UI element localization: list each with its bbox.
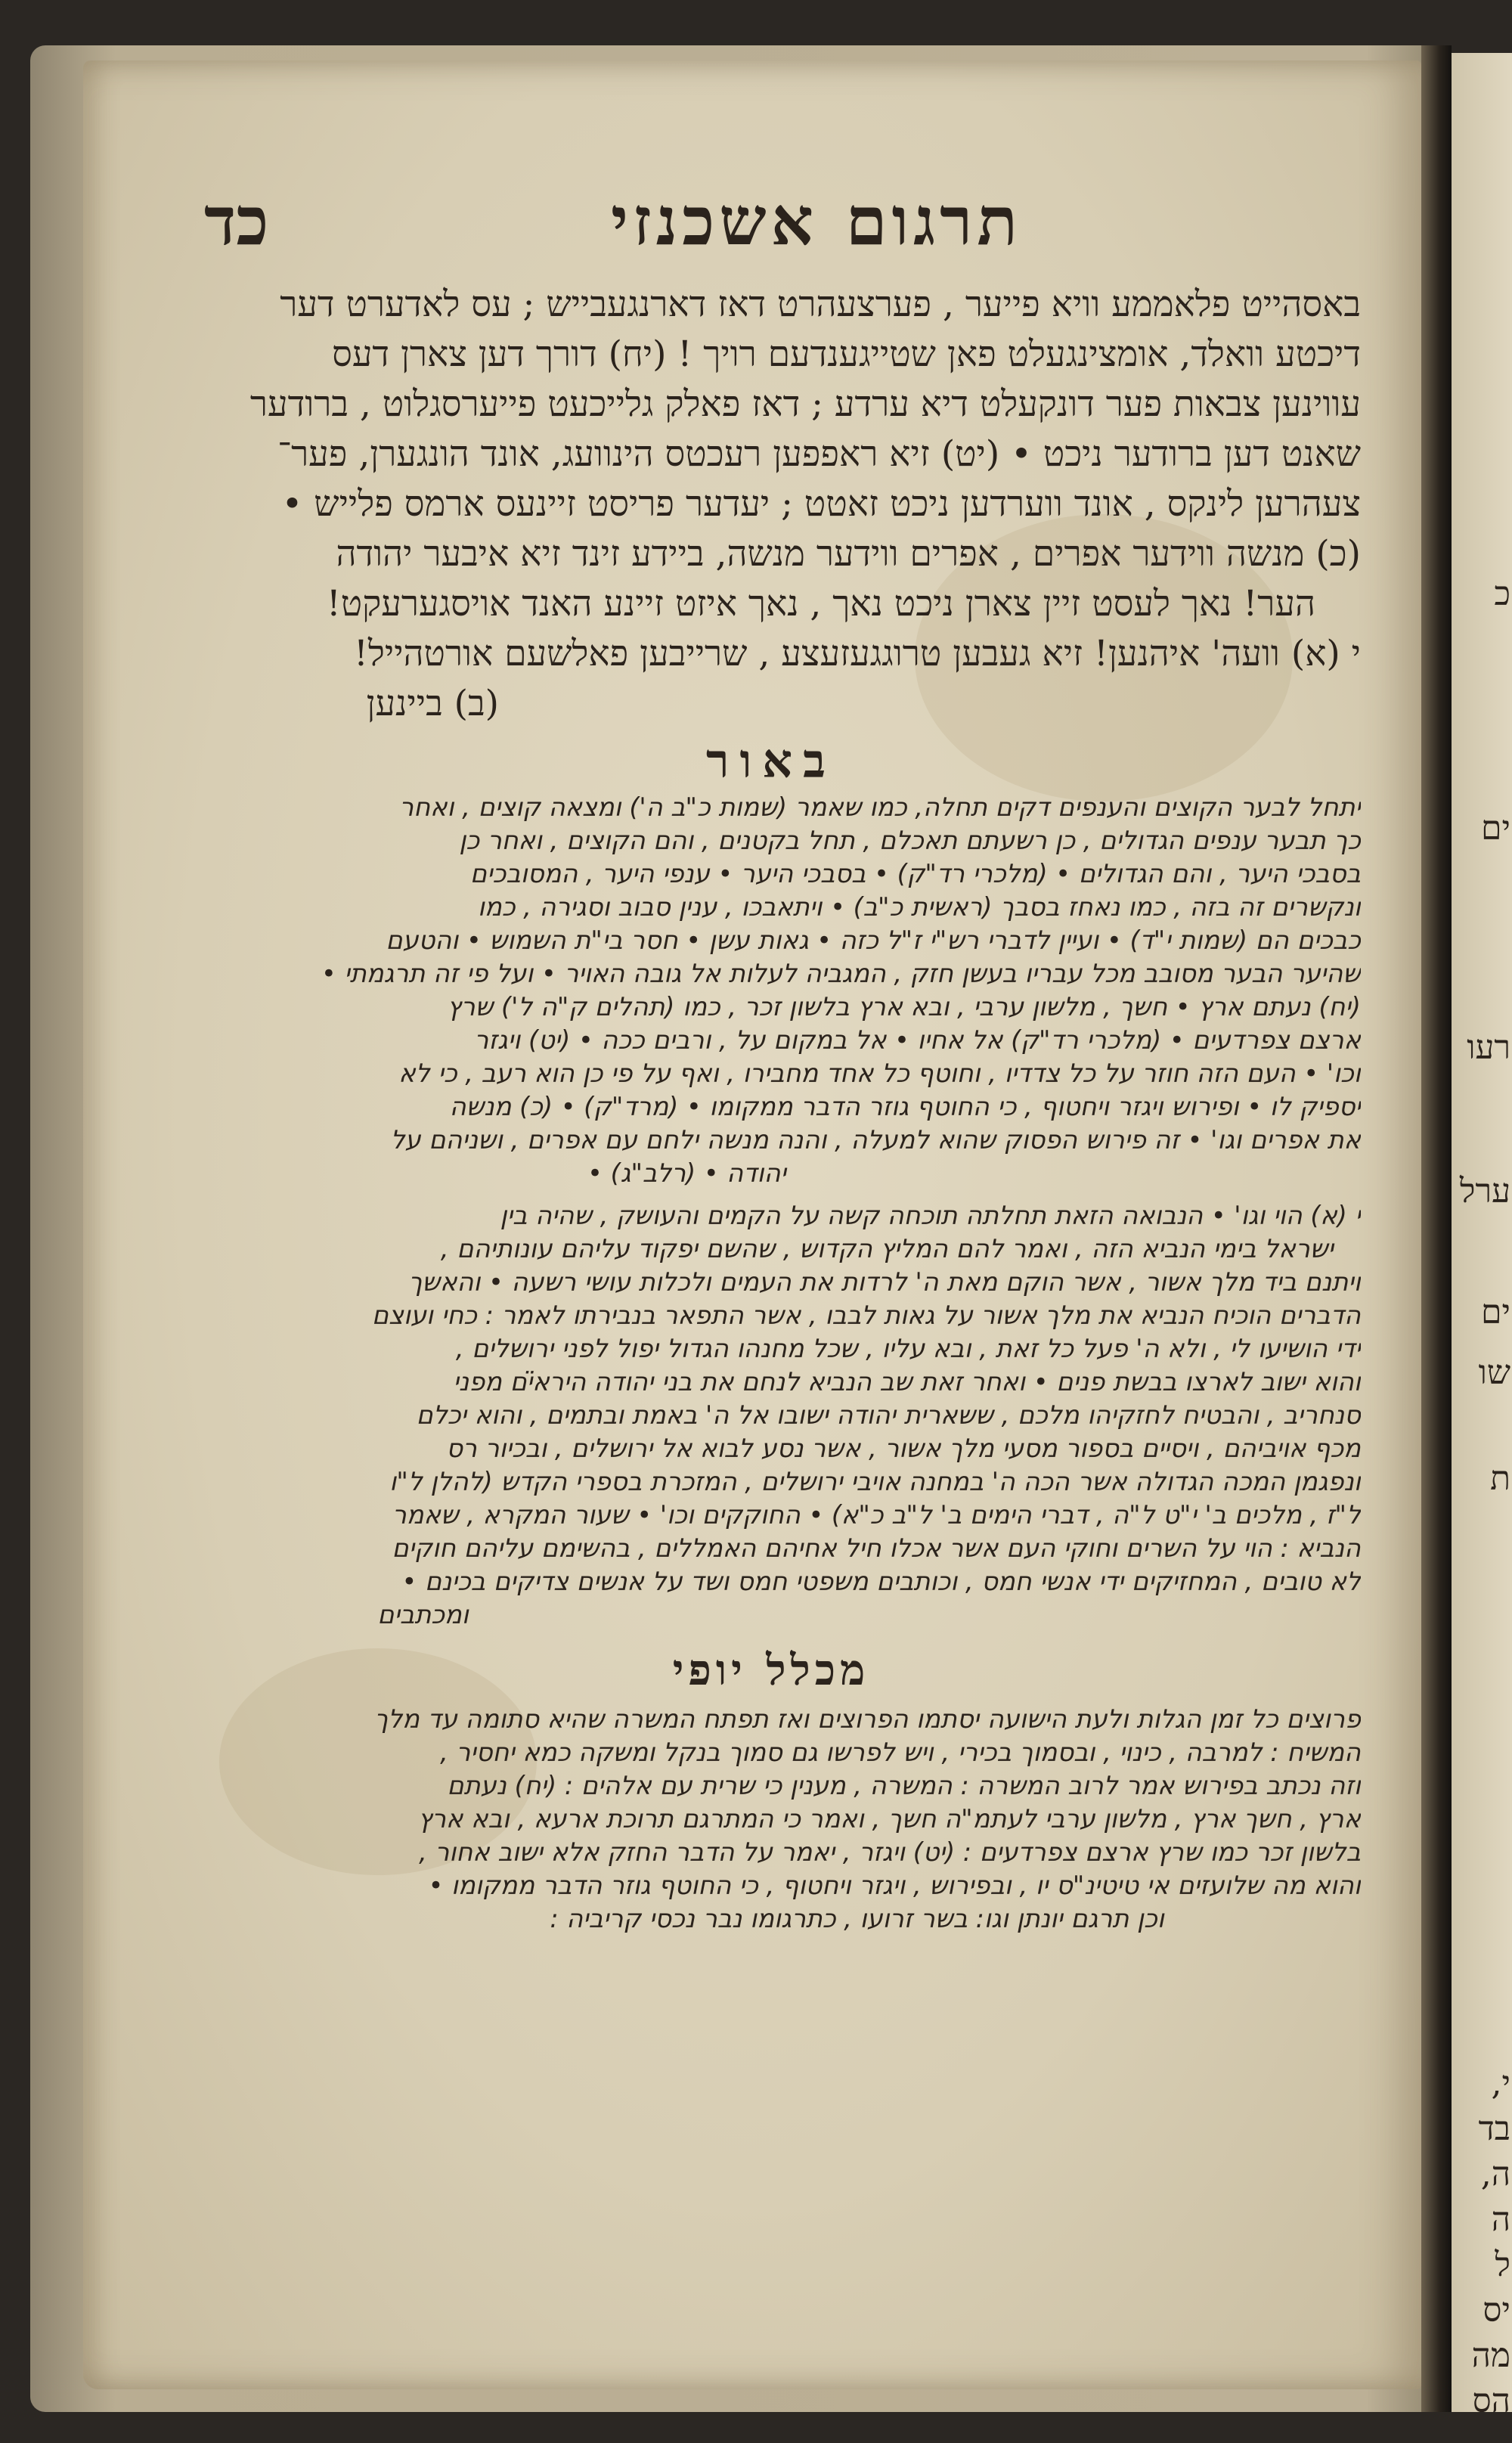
right-fragment: מה [1471,2336,1510,2375]
text-line: י (א) וועה' איהנען! זיא געבען טרוגגעזעצע , שרייבען פאלשעם אורטהייל! [354,633,1361,674]
yiddish-translation [181,280,1361,729]
biur-commentary [181,791,1361,1632]
text-line: ונפגמן המכה הגדולה אשר הכה ה' במחנה אויבי ירושלים , המזכרת בספרי הקדש (להלן ל"ו [389,1467,1361,1496]
text-line: צעהרען לינקס , אונד ווערדען ניכט זאטט ; יעדער פריסט זיינעס ארמס פלייש • [281,483,1361,525]
text-line: ומכתבים [377,1600,469,1629]
right-fragment: ל [1495,2246,1510,2284]
michlal-yofi-title: מכלל יופי [672,1645,870,1695]
page-title: תרגום אשכנזי [610,181,1023,260]
text-line: כבכים הם (שמות י"ד) • ועיין לדברי רש"י ז"ל כזה • גאות עשן • חסר בי"ת השמוש • והטעם [386,925,1361,955]
text-line: י (א) הוי וגו' • הנבואה הזאת תחלתה תוכחה קשה על הקמים והעושק , שהיה בין [500,1201,1361,1230]
text-line: את אפרים וגו' • זה פירוש הפסוק שהוא למעלה , והנה מנשה ילחם עם אפרים , ושניהם על [390,1125,1361,1155]
right-fragment: שו [1478,1353,1510,1392]
text-line: יתחל לבער הקוצים והענפים דקים תחלה, כמו שאמר (שמות כ"ב ה') ומצאה קוצים , ואחר [399,792,1361,822]
text-line: ויתנם ביד מלך אשור , אשר הוקם מאת ה' לרדות את העמים ולכלות עושי רשעה • והאשך [408,1267,1361,1297]
text-line: כך תבער ענפים הגדולים , כן רשעתם תאכלם , תחל בקטנים , והם הקוצים , ואחר כן [459,826,1361,855]
text-line: יהודה • (רלב"ג) • [587,1158,786,1188]
right-fragment: ים [1481,809,1510,848]
text-line: פרוצים כל זמן הגלות ולעת הישועה יסתמו הפרוצים ואז תפתח המשרה שהיא סתומה עד מלך [374,1704,1361,1734]
right-fragment: ה, [1480,2155,1510,2193]
text-line: והוא מה שלועזים אי טיטינ"ס יו , ובפירוש , ויגזר ויחטוף , כי החוטף גוזר הדבר ממקומו • [428,1871,1361,1900]
right-fragment: ת [1490,1459,1510,1498]
text-line: שהיער הבער מסובב מכל עבריו בעשן חזק , המגביה לעלות אל גובה האויר • ועל פי זה תרגמתי • [321,959,1361,988]
right-fragment: בד [1478,2110,1510,2148]
text-line: ונקשרים זה בזה , כמו נאחז בסבך (ראשית כ"ב) • ויתאבכו , ענין סבוב וסגירה , כמו [477,892,1361,922]
right-fragment: כ [1494,575,1510,613]
text-line: ארצם צפרדעים • (מלכרי רד"ק) אל אחיו • אל במקום על , ורבים ככה • (יט) ויגזר [474,1025,1361,1055]
text-line: (יח) נעתם ארץ • חשך , מלשון ערבי , ובא ארץ בלשון זכר , כמו (תהלים ק"ה ל') שרץ [447,992,1361,1022]
text-line: הנביא : הוי על השרים וחוקי העם אשר אכלו חיל אחיהם האמללים , בהשימם עליהם חוקים [392,1533,1361,1563]
right-page-edge [1452,53,1512,2412]
text-line: וכו' • העם הזה חוזר על כל צדדיו , וחוטף כל אחד מחבירו , ואף על פי כן הוא רעב , כי לא [398,1059,1361,1088]
text-line: סנחריב , והבטיח לחזקיהו מלכם , ששארית יהודה ישובו אל ה' באמת ובתמים , והוא יכלם [416,1400,1361,1430]
right-fragment: יס [1483,2291,1510,2330]
text-line: בסבכי היער , והם הגדולים • (מלכרי רד"ק) • בסבכי היער • ענפי היער , המסובכים [469,859,1361,888]
text-line: והוא ישוב לארצו בבשת פנים • ואחר זאת שב הנביא לנחם את בני יהודה הירא̈ים מפני [453,1367,1361,1397]
text-line: הדברים הוכיח הנביא את מלך אשור על גאות לבבו , אשר התפאר בנבירתו לאמר : כחי ועוצם [371,1301,1361,1330]
text-line: עווינען צבאות פער דונקעלט דיא ערדע ; דאז פאלק גלייכעט פייערסגלוט , ברודער [249,383,1361,425]
page-number: כד [204,181,269,260]
michlal-yofi-commentary [181,1703,1361,1936]
text-line: דיכטע וואלד, אומצינגעלט פאן שטייגענדעם רויך ! (יח) דורך דען צארן דעס [332,333,1361,375]
right-fragment: ערל [1459,1172,1510,1211]
text-line: שאנט דען ברודער ניכט • (יט) זיא ראפפען רעכטס הינוועג, אונד הונגערן, פער־ [277,433,1361,475]
text-line: (ב) ביינען [366,683,499,724]
running-header [181,181,1361,272]
text-line: וזה נכתב בפירוש אמר לרוב המשרה : המשרה , מענין כי שרית עם אלהים : (יח) נעתם [447,1771,1361,1800]
text-line: ישראל בימי הנביא הזה , ואמר להם המליץ הקדוש , שהשם יפקוד עליהם עונותיהם , [440,1234,1334,1263]
text-line: באסהייט פלאממע וויא פייער , פערצעהרט דאז דארנגעבייש ; עס לאדערט דער [280,284,1361,325]
text-line: ידי הושיעו לי , ולא ה' פעל כל זאת , ובא עליו , שכל מחנהו הגדול יפול לפני ירושלים , [455,1334,1361,1363]
right-fragment: הס [1472,2382,1510,2412]
right-fragment: ה [1491,2200,1510,2239]
text-line: ארץ , חשך ארץ , מלשון ערבי לעתמ"ה חשך , ואמר כי המתרגם תרוכת ארעא , ובא ארץ [418,1804,1361,1834]
biur-chapter-10 [181,1199,1361,1632]
text-line: יספיק לו • ופירוש ויגזר ויחטוף , כי החוטף גוזר הדבר ממקומו • (מרד"ק) • (כ) מנשה [449,1092,1361,1121]
text-line: בלשון זכר כמו שרץ ארצם צפרדעים : (יט) ויגזר , יאמר על הדבר החזק אלא ישוב אחור , [419,1837,1361,1867]
text-line: מכף אויביהם , ויסיים בספור מסעי מלך אשור , אשר נסע לבוא אל ירושלים , ובכיור רס [446,1434,1361,1463]
right-fragment: ים [1481,1293,1510,1332]
text-line: המשיח : למרבה , כינוי , ובסמוך בכירי , ויש לפרשו גם סמוך בנקל ומשקה כמא יחסיר , [440,1738,1361,1767]
right-fragment: רעו [1467,1028,1510,1067]
text-line: וכן תרגם יונתן וגו: בשר זרועו , כתרגומו נבר נכסי קריביה : [550,1904,1164,1933]
text-line: (כ) מנשה ווידער אפרים , אפרים ווידער מנשה, ביידע זינד זיא איבער יהודה [336,533,1361,575]
text-line: ל"ז , מלכים ב' י"ט ל"ה , דברי הימים ב' ל"ב כ"א) • החוקקים וכו' • שעור המקרא , שאמר [392,1500,1361,1530]
biur-title: באור [705,733,836,789]
text-line: הער! נאך לעסט זיין צארן ניכט נאך , נאך איזט זיינע האנד אויסגערעקט! [326,583,1315,625]
page-content [181,181,1361,1936]
book-gutter [1421,45,1452,2412]
right-fragment: י, [1491,2064,1510,2103]
text-line: לא טובים , המחזיקים ידי אנשי חמס , וכותבים משפטי חמס ושד על אנשים צדיקים בכינם • [401,1567,1361,1596]
